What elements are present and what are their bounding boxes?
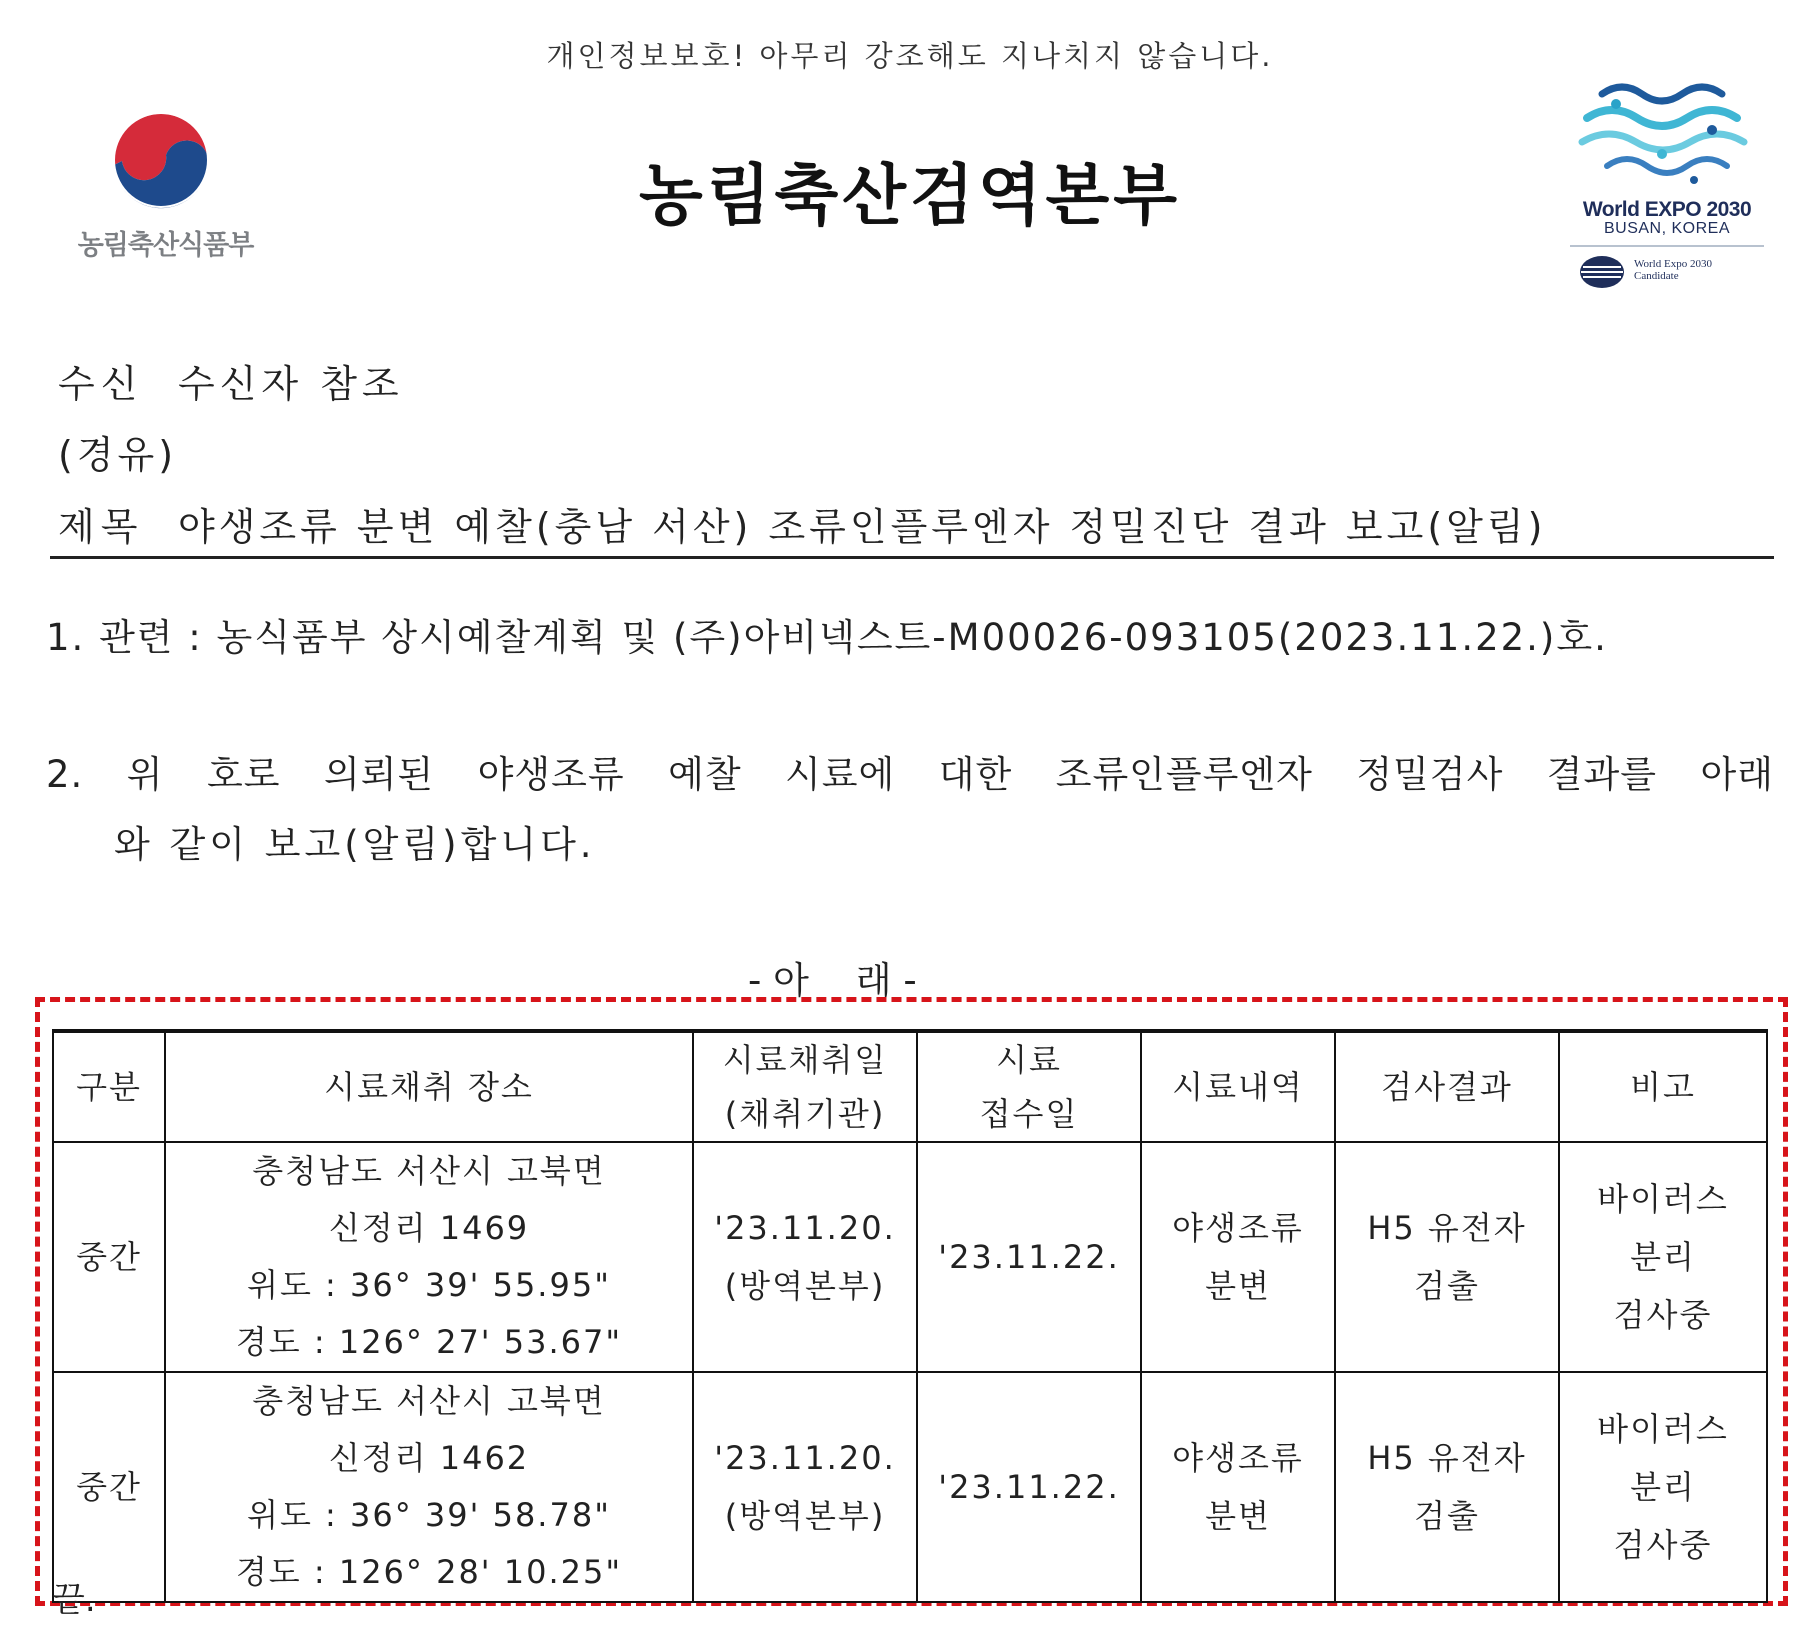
result-line1: H5 유전자 xyxy=(1367,1439,1527,1477)
header-result: 검사결과 xyxy=(1335,1031,1559,1142)
row-sample xyxy=(1141,1372,1335,1602)
privacy-slogan: 개인정보보호! 아무리 강조해도 지나치지 않습니다. xyxy=(546,39,1274,73)
sample-line1: 야생조류 xyxy=(1172,1209,1304,1247)
row-collection xyxy=(693,1142,917,1372)
row-result xyxy=(1335,1372,1559,1602)
result-line2: 검출 xyxy=(1414,1267,1480,1305)
collection-date: '23.11.20. xyxy=(714,1439,896,1477)
header-category: 구분 xyxy=(53,1031,165,1142)
header-divider xyxy=(50,556,1774,559)
row-category: 중간 xyxy=(53,1142,165,1372)
location-lot: 신정리 1462 xyxy=(328,1439,530,1477)
remarks-line3: 검사중 xyxy=(1613,1526,1713,1564)
location-lot: 신정리 1469 xyxy=(328,1209,530,1247)
row-remarks xyxy=(1559,1142,1767,1372)
results-table xyxy=(52,1029,1768,1603)
recipient-label: 수신 xyxy=(58,362,144,406)
expo-candidate-line2: Candidate xyxy=(1634,270,1679,282)
remarks-line1: 바이러스 xyxy=(1597,1180,1729,1218)
subject-line xyxy=(58,496,1546,551)
report-paragraph-line1: 2. 위 호로 의뢰된 야생조류 예찰 시료에 대한 조류인플루엔자 정밀검사 결과를 아래 xyxy=(46,753,1774,796)
row-collection xyxy=(693,1372,917,1602)
location-longitude: 경도 : 126° 27' 53.67" xyxy=(235,1323,623,1361)
organization-title: 농림축산검역본부 xyxy=(638,157,1182,234)
header-receipt-line2: 접수일 xyxy=(979,1095,1079,1133)
location-latitude: 위도 : 36° 39' 55.95" xyxy=(247,1266,611,1304)
recipient-value: 수신자 참조 xyxy=(178,362,404,406)
remarks-line3: 검사중 xyxy=(1613,1296,1713,1334)
remarks-line2: 분리 xyxy=(1630,1468,1696,1506)
recipient-line xyxy=(58,353,404,408)
table-row xyxy=(53,1142,1767,1372)
expo-candidate-emblem-icon xyxy=(1579,255,1625,289)
row-receipt-date: '23.11.22. xyxy=(917,1142,1141,1372)
location-longitude: 경도 : 126° 28' 10.25" xyxy=(235,1553,623,1591)
collector: (방역본부) xyxy=(724,1267,886,1305)
row-sample xyxy=(1141,1142,1335,1372)
row-location xyxy=(165,1372,693,1602)
collection-date: '23.11.20. xyxy=(714,1209,896,1247)
header-receipt-date xyxy=(917,1031,1141,1142)
sample-line2: 분변 xyxy=(1205,1497,1271,1535)
related-reference: 1. 관련 : 농식품부 상시예찰계획 및 (주)아비넥스트-M00026-093105(2023.11.22.)호. xyxy=(46,616,1608,659)
location-address: 충청남도 서산시 고북면 xyxy=(252,1152,606,1190)
header-location: 시료채취 장소 xyxy=(165,1031,693,1142)
location-address: 충청남도 서산시 고북면 xyxy=(252,1382,606,1420)
end-mark: 끝. xyxy=(52,1580,96,1620)
header-receipt-line1: 시료 xyxy=(996,1041,1062,1079)
header-remarks: 비고 xyxy=(1559,1031,1767,1142)
sample-line1: 야생조류 xyxy=(1172,1439,1304,1477)
row-location xyxy=(165,1142,693,1372)
header-collection-date xyxy=(693,1031,917,1142)
ministry-name: 농림축산식품부 xyxy=(77,230,254,261)
below-heading: - 아 래 - xyxy=(748,959,917,1002)
header-collection-date-line1: 시료채취일 xyxy=(722,1041,888,1079)
expo-candidate-line1: World Expo 2030 xyxy=(1634,258,1712,270)
row-result xyxy=(1335,1142,1559,1372)
row-category: 중간 xyxy=(53,1372,165,1602)
expo-candidate-text xyxy=(1634,258,1764,282)
collector: (방역본부) xyxy=(724,1497,886,1535)
expo-title: World EXPO 2030 xyxy=(1582,198,1752,221)
world-expo-logo xyxy=(1562,80,1772,300)
table-row xyxy=(53,1372,1767,1602)
header-collection-date-line2: (채취기관) xyxy=(724,1095,886,1133)
row-remarks xyxy=(1559,1372,1767,1602)
result-line2: 검출 xyxy=(1414,1497,1480,1535)
subject-label: 제목 xyxy=(58,505,144,549)
report-paragraph-line2: 와 같이 보고(알림)합니다. xyxy=(114,823,596,866)
expo-subtitle: BUSAN, KOREA xyxy=(1603,220,1731,237)
remarks-line2: 분리 xyxy=(1630,1238,1696,1276)
row-receipt-date: '23.11.22. xyxy=(917,1372,1141,1602)
expo-divider xyxy=(1570,245,1764,247)
remarks-line1: 바이러스 xyxy=(1597,1410,1729,1448)
sample-line2: 분변 xyxy=(1205,1267,1271,1305)
expo-wave-icon xyxy=(1562,80,1772,195)
header-sample: 시료내역 xyxy=(1141,1031,1335,1142)
location-latitude: 위도 : 36° 39' 58.78" xyxy=(247,1496,611,1534)
result-line1: H5 유전자 xyxy=(1367,1209,1527,1247)
subject-value: 야생조류 분변 예찰(충남 서산) 조류인플루엔자 정밀진단 결과 보고(알림) xyxy=(178,505,1547,549)
table-header-row xyxy=(53,1031,1767,1142)
via-line: (경유) xyxy=(58,433,178,477)
